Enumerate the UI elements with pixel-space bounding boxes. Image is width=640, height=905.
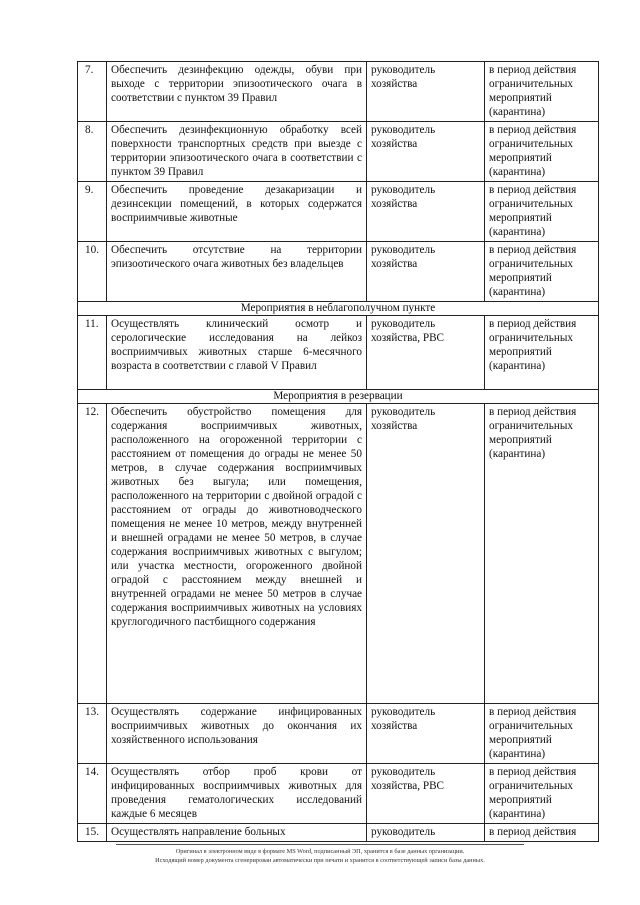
footer-line-1: Оригинал в электронном виде в формате MS Word, подписанный ЭП, хранится в базе данных организации. [175, 848, 465, 855]
deadline: в период действия ограничительных мероприятий (карантина) [485, 764, 599, 824]
responsible-party: руководитель хозяйства [367, 704, 485, 764]
section-heading-row [78, 302, 599, 316]
row-number: 7. [78, 62, 107, 122]
section-title: Мероприятия в резервации [78, 390, 599, 404]
footer-divider [116, 844, 524, 845]
row-number: 10. [78, 242, 107, 302]
responsible-party: руководитель [367, 824, 485, 842]
measure-text: Обеспечить обустройство помещения для содержания восприимчивых животных, расположенного на огороженной территории с расстоянием от помещения до ограды не менее 50 метров, в случае содержания восприимчивых животных без выгула; или помещения, расположенного на территории с двойной оградой с расстоянием от ограды до животноводческого помещения не менее 10 метров, между внутренней и внешней оградами не менее 50 метров, в случае содержания восприимчивых животных с выгулом; или участка местности, огороженного двойной оградой с расстоянием между внешней и внутренней оградами не менее 50 метров в случае содержания восприимчивых животных на условиях круглогодичного пастбищного содержания [107, 404, 367, 704]
measures-table [77, 61, 599, 842]
deadline: в период действия ограничительных мероприятий (карантина) [485, 316, 599, 390]
deadline: в период действия ограничительных мероприятий (карантина) [485, 404, 599, 704]
responsible-party: руководитель хозяйства, РВС [367, 764, 485, 824]
row-number: 12. [78, 404, 107, 704]
deadline: в период действия ограничительных мероприятий (карантина) [485, 62, 599, 122]
table-row [78, 764, 599, 824]
row-number: 13. [78, 704, 107, 764]
deadline: в период действия ограничительных мероприятий (карантина) [485, 242, 599, 302]
measure-text: Осуществлять содержание инфицированных восприимчивых животных до окончания их хозяйственного использования [107, 704, 367, 764]
responsible-party: руководитель хозяйства [367, 122, 485, 182]
table-row [78, 242, 599, 302]
measure-text: Обеспечить отсутствие на территории эпизоотического очага животных без владельцев [107, 242, 367, 302]
responsible-party: руководитель хозяйства [367, 404, 485, 704]
table-row [78, 182, 599, 242]
measure-text: Обеспечить проведение дезакаризации и дезинсекции помещений, в которых содержатся восприимчивые животные [107, 182, 367, 242]
table-row [78, 122, 599, 182]
table-row [78, 704, 599, 764]
measure-text: Обеспечить дезинфекцию одежды, обуви при выходе с территории эпизоотического очага в соответствии с пунктом 39 Правил [107, 62, 367, 122]
row-number: 11. [78, 316, 107, 390]
section-heading-row [78, 390, 599, 404]
row-number: 15. [78, 824, 107, 842]
table-row [78, 824, 599, 842]
table-row [78, 62, 599, 122]
footer-line-2: Исходящий номер документа сгенерирован автоматически при печати и хранится в соответствующей записи базы данных. [155, 857, 485, 864]
responsible-party: руководитель хозяйства, РВС [367, 316, 485, 390]
row-number: 14. [78, 764, 107, 824]
deadline: в период действия ограничительных мероприятий (карантина) [485, 182, 599, 242]
section-title: Мероприятия в неблагополучном пункте [78, 302, 599, 316]
row-number: 9. [78, 182, 107, 242]
measures-table-body [78, 62, 599, 842]
responsible-party: руководитель хозяйства [367, 62, 485, 122]
deadline: в период действия ограничительных мероприятий (карантина) [485, 122, 599, 182]
row-number: 8. [78, 122, 107, 182]
table-row [78, 404, 599, 704]
deadline: в период действия [485, 824, 599, 842]
measure-text: Осуществлять клинический осмотр и серологические исследования на лейкоз восприимчивых животных старше 6-месячного возраста в соответствии с главой V Правил [107, 316, 367, 390]
measure-text: Обеспечить дезинфекционную обработку всей поверхности транспортных средств при выезде с территории эпизоотического очага в соответствии с пунктом 39 Правил [107, 122, 367, 182]
table-row [78, 316, 599, 390]
responsible-party: руководитель хозяйства [367, 242, 485, 302]
responsible-party: руководитель хозяйства [367, 182, 485, 242]
deadline: в период действия ограничительных мероприятий (карантина) [485, 704, 599, 764]
measure-text: Осуществлять направление больных [107, 824, 367, 842]
measure-text: Осуществлять отбор проб крови от инфицированных восприимчивых животных для проведения гематологических исследований каждые 6 месяцев [107, 764, 367, 824]
